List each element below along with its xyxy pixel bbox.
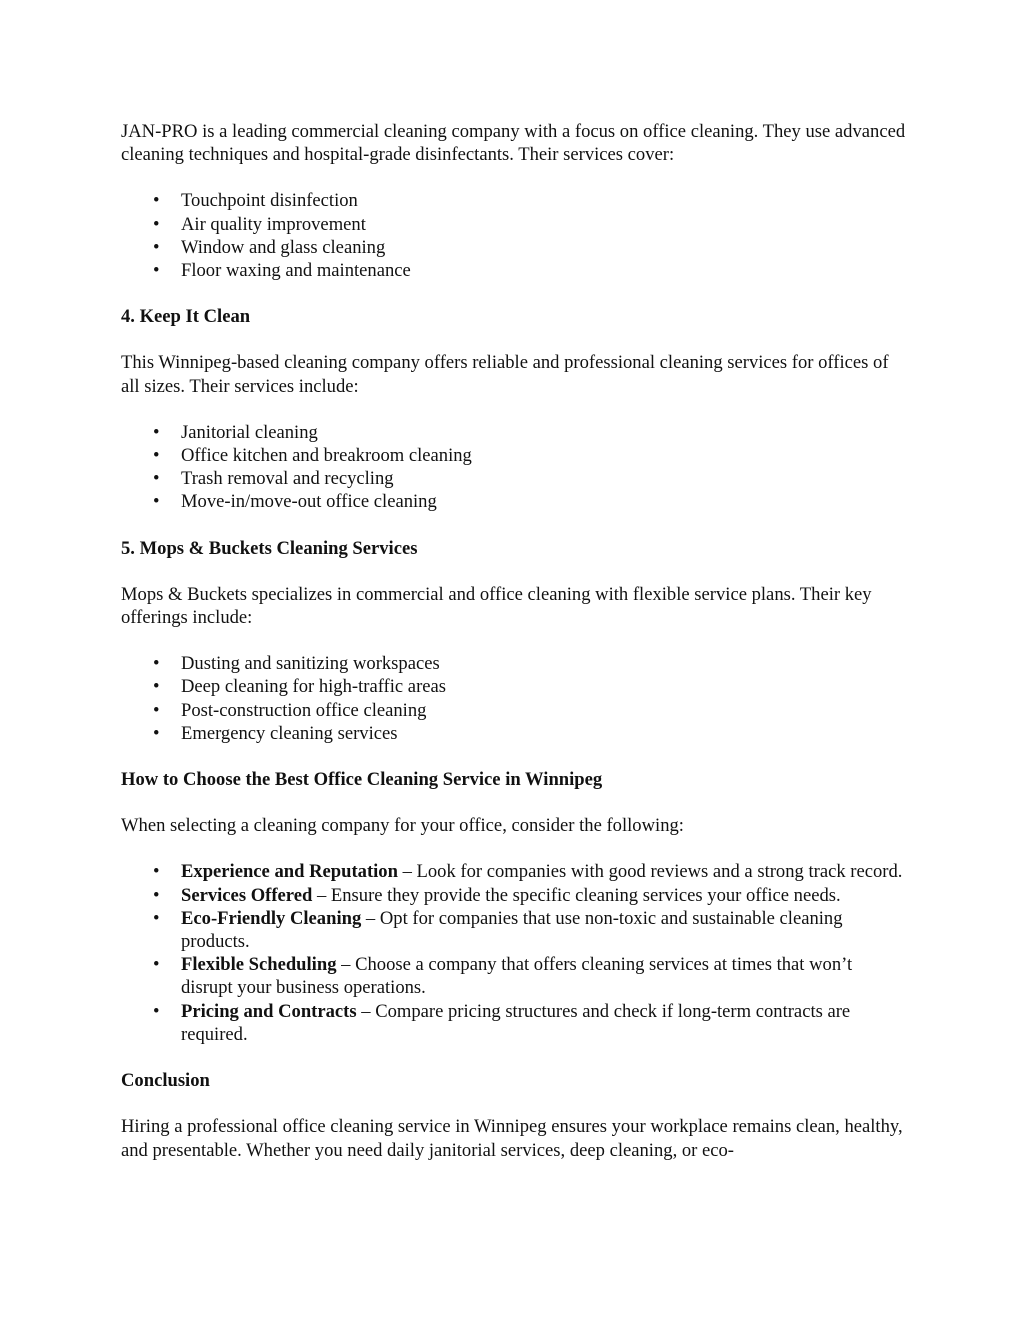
list-item: • Janitorial cleaning [121,421,907,444]
list-item: • Deep cleaning for high-traffic areas [121,675,907,698]
criteria-item [121,953,907,999]
criteria-description: – Choose a company that offers cleaning services at times that won’t disrupt your business operations. [181,954,853,999]
mops-buckets-service-list [121,652,907,745]
how-to-choose-paragraph: When selecting a cleaning company for your office, consider the following: [121,815,684,837]
criteria-description: – Opt for companies that use non-toxic and sustainable cleaning products. [181,907,843,953]
list-item: • Office kitchen and breakroom cleaning [121,444,907,467]
criteria-item [121,907,907,953]
criteria-description: – Look for companies with good reviews and a strong track record. [397,861,903,883]
criteria-item [121,860,907,883]
criteria-term: Eco-Friendly Cleaning [181,907,362,929]
section-heading-conclusion: Conclusion [121,1070,210,1092]
section-heading-mops-buckets: 5. Mops & Buckets Cleaning Services [121,537,418,559]
criteria-term: Experience and Reputation [181,861,398,883]
list-item: • Floor waxing and maintenance [121,259,907,282]
criteria-term: Services Offered [181,884,313,906]
criteria-term: Pricing and Contracts [181,1000,357,1022]
conclusion-paragraph: Hiring a professional office cleaning service in Winnipeg ensures your workplace remains clean, healthy, and presentable. Whether you need daily janitorial services, deep cleaning, or eco- [121,1116,903,1161]
list-item: • Trash removal and recycling [121,467,907,490]
intro-service-list [121,189,907,282]
criteria-term: Flexible Scheduling [181,954,337,976]
intro-paragraph: JAN-PRO is a leading commercial cleaning company with a focus on office cleaning. They use advanced cleaning techniques and hospital-grade disinfectants. Their services cover: [121,121,906,166]
list-item: • Window and glass cleaning [121,236,907,259]
list-item: • Touchpoint disinfection [121,189,907,212]
criteria-description: – Ensure they provide the specific cleaning services your office needs. [312,884,841,906]
section-heading-how-to-choose: How to Choose the Best Office Cleaning Service in Winnipeg [121,769,603,791]
criteria-list [121,860,907,1046]
criteria-item [121,884,907,907]
criteria-description: – Compare pricing structures and check if long-term contracts are required. [181,1000,851,1045]
list-item: • Air quality improvement [121,213,907,236]
mops-buckets-paragraph: Mops & Buckets specializes in commercial and office cleaning with flexible service plans. Their key offerings include: [121,583,872,629]
list-item: • Move-in/move-out office cleaning [121,490,907,513]
keep-it-clean-paragraph: This Winnipeg-based cleaning company offers reliable and professional cleaning services for offices of all sizes. Their services include: [121,352,889,397]
list-item: • Emergency cleaning services [121,722,907,745]
keep-it-clean-service-list [121,421,907,514]
section-heading-keep-it-clean: 4. Keep It Clean [121,306,251,328]
list-item: • Dusting and sanitizing workspaces [121,652,907,675]
document-page [121,120,907,1185]
list-item: • Post-construction office cleaning [121,699,907,722]
criteria-item [121,1000,907,1046]
